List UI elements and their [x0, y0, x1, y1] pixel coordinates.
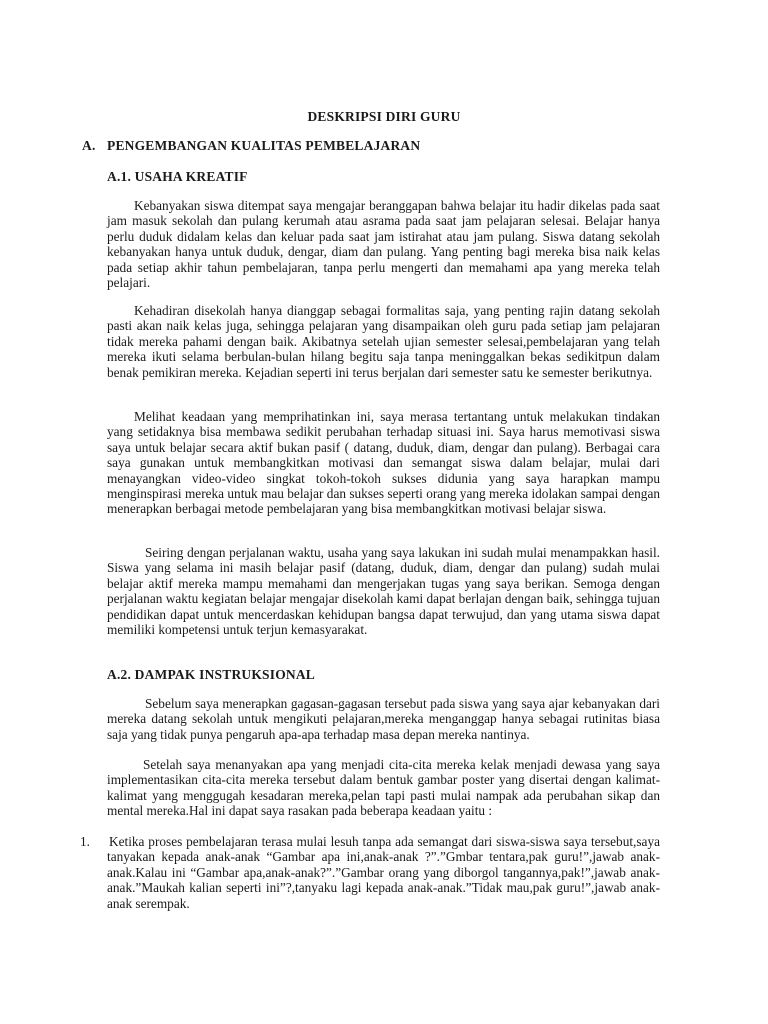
paragraph-a1-3: Melihat keadaan yang memprihatinkan ini, saya merasa tertantang untuk melakukan tindakan yang setidaknya bisa membawa sedikit perubahan terhadap situasi ini. Saya harus memotivasi siswa saya untuk belajar secara aktif bukan pasif ( datang, duduk, diam, dengar dan pulang). Berbagai cara saya gunakan untuk membangkitkan motivasi dan semangat siswa dalam belajar, mulai dari menayangkan video-video singkat tokoh-tokoh sukses didunia yang saya harapkan mampu menginspirasi mereka untuk mau belajar dan sukses seperti orang yang mereka idolakan sampai dengan menerapkan berbagai metode pembelajaran yang bisa membangkitkan motivasi belajar siswa.: [107, 409, 660, 517]
section-a-number: A.: [82, 138, 96, 153]
section-a-title: PENGEMBANGAN KUALITAS PEMBELAJARAN: [107, 138, 421, 153]
subsection-a1-heading: A.1. USAHA KREATIF: [107, 169, 248, 184]
paragraph-a1-4: Seiring dengan perjalanan waktu, usaha yang saya lakukan ini sudah mulai menampakkan hasil. Siswa yang selama ini masih belajar pasif (datang, duduk, diam, dengar dan pulang) sudah mulai belajar aktif mereka mampu memahami dan mengerjakan tugas yang saya berikan. Semoga dengan perjalanan waktu kegiatan belajar mengajar disekolah kami dapat berlajan dengan baik, sehingga tujuan pendidikan dapat untuk mencerdaskan kehidupan bangsa dapat terwujud, dan yang utama siswa dapat memiliki kompetensi untuk terjun kemasyarakat.: [107, 545, 660, 638]
subsection-a2-heading: A.2. DAMPAK INSTRUKSIONAL: [107, 667, 316, 682]
paragraph-a2-1: Sebelum saya menerapkan gagasan-gagasan tersebut pada siswa yang saya ajar kebanyakan dari mereka datang sekolah untuk mengikuti pelajaran,mereka menganggap hanya sebagai rutinitas biasa saja yang tidak punya pengaruh apa-apa terhadap masa depan mereka nantinya.: [107, 696, 660, 742]
list-item-number: 1.: [80, 834, 90, 849]
paragraph-a1-1: Kebanyakan siswa ditempat saya mengajar beranggapan bahwa belajar itu hadir dikelas pada saat jam masuk sekolah dan pulang kerumah atau asrama pada saat jam pelajaran selesai. Belajar hanya perlu duduk didalam kelas dan keluar pada saat jam istirahat atau jam pulang. Siswa datang sekolah kebanyakan hanya untuk duduk, dengar, diam dan pulang. Yang penting bagi mereka bisa naik kelas pada setiap akhir tahun pembelajaran, tanpa perlu mengerti dan memahami apa yang mereka telah pelajari.: [107, 198, 660, 291]
section-a-heading: [82, 138, 420, 154]
list-item-text: Ketika proses pembelajaran terasa mulai lesuh tanpa ada semangat dari siswa-siswa saya tersebut,saya tanyakan kepada anak-anak “Gambar apa ini,anak-anak ?”.”Gmbar tentara,pak guru!”,jawab anak-anak.Kalau ini “Gambar apa,anak-anak?”.”Gambar orang yang diborgol tangannya,pak!”,jawab anak-anak.”Maukah kalian seperti ini”?,tanyaku lagi kepada anak-anak.”Tidak mau,pak guru!”,jawab anak-anak serempak.: [107, 834, 660, 911]
document-title: DESKRIPSI DIRI GURU: [307, 109, 461, 124]
paragraph-a2-2: Setelah saya menanyakan apa yang menjadi cita-cita mereka kelak menjadi dewasa yang saya implementasikan cita-cita mereka tersebut dalam bentuk gambar poster yang disertai dengan kalimat-kalimat yang menggugah kesadaran mereka,pelan tapi pasti mulai nampak ada perubahan sikap dan mental mereka.Hal ini dapat saya rasakan pada beberapa keadaan yaitu :: [107, 757, 660, 819]
paragraph-a1-2: Kehadiran disekolah hanya dianggap sebagai formalitas saja, yang penting rajin datang sekolah pasti akan naik kelas juga, sehingga pelajaran yang disampaikan oleh guru pada setiap jam pelajaran tidak mereka pahami dengan baik. Akibatnya setelah ujian semester selesai,pembelajaran yang telah mereka ikuti selama berbulan-bulan hilang begitu saja tanpa meninggalkan bekas sedikitpun dalam benak pemikiran mereka. Kejadian seperti ini terus berjalan dari semester satu ke semester berikutnya.: [107, 303, 660, 380]
